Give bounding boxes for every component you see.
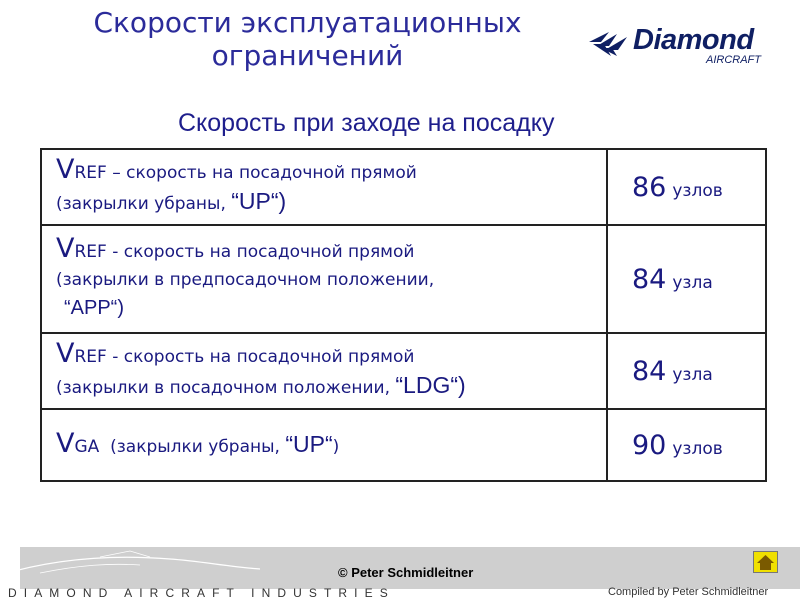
- diamond-aircraft-logo: [585, 24, 785, 74]
- speed-value: 84: [632, 263, 667, 295]
- table-row: [41, 409, 766, 481]
- logo-sub: AIRCRAFT: [706, 54, 761, 66]
- table-row: [41, 225, 766, 333]
- speed-unit: узлов: [672, 438, 723, 459]
- speeds-table: [40, 148, 767, 482]
- flap-code: “UP“: [231, 188, 279, 214]
- flap-code: “LDG“: [395, 372, 459, 398]
- row-text: ): [117, 297, 125, 319]
- slide-title: [40, 6, 575, 72]
- v-subscript: REF: [74, 347, 107, 367]
- v-symbol: V: [56, 338, 75, 369]
- diamond-wings-icon: [587, 28, 635, 58]
- row-text: (закрылки в посадочном положении,: [56, 378, 396, 398]
- row-text: – скорость на посадочной прямой: [106, 163, 417, 183]
- row-value: [607, 409, 766, 481]
- row-text: - скорость на посадочной прямой: [106, 347, 415, 367]
- slide-title-line1: Скорости эксплуатационных: [93, 6, 522, 39]
- home-icon: [754, 552, 777, 572]
- row-text: (закрылки убраны,: [99, 436, 286, 457]
- logo-name: Diamond: [633, 24, 754, 56]
- table-row: [41, 333, 766, 409]
- row-text: (закрылки в предпосадочном положении,: [56, 270, 435, 290]
- copyright: © Peter Schmidleitner: [338, 565, 474, 580]
- v-subscript: REF: [74, 163, 107, 183]
- v-symbol: V: [56, 233, 75, 264]
- row-value: [607, 225, 766, 333]
- flap-code: “APP“: [64, 297, 118, 319]
- company-name: DIAMOND AIRCRAFT INDUSTRIES: [8, 586, 395, 600]
- v-subscript: REF: [74, 242, 107, 262]
- speed-value: 84: [632, 355, 667, 387]
- row-value: [607, 149, 766, 225]
- v-symbol: V: [56, 154, 75, 185]
- row-text: ): [332, 436, 340, 457]
- section-subtitle: Скорость при заходе на посадку: [178, 109, 555, 137]
- row-text: - скорость на посадочной прямой: [106, 242, 415, 262]
- compiled-by: Compiled by Peter Schmidleitner: [608, 586, 769, 598]
- row-text: (закрылки убраны,: [56, 194, 232, 214]
- table-row: [41, 149, 766, 225]
- row-description: [41, 225, 607, 333]
- speed-unit: узлов: [672, 180, 723, 201]
- row-text: ): [458, 372, 466, 398]
- v-symbol: V: [56, 427, 75, 459]
- aircraft-outline-icon: [0, 545, 320, 585]
- row-description: [41, 149, 607, 225]
- flap-code: “UP“: [285, 430, 333, 457]
- speed-value: 90: [632, 429, 667, 461]
- row-description: [41, 333, 607, 409]
- v-subscript: GA: [74, 436, 100, 457]
- speed-unit: узла: [672, 364, 713, 385]
- row-description: [41, 409, 607, 481]
- speed-value: 86: [632, 171, 667, 203]
- row-text: ): [278, 188, 287, 214]
- slide-title-line2: ограничений: [211, 39, 404, 72]
- row-value: [607, 333, 766, 409]
- home-button[interactable]: [753, 551, 778, 573]
- speed-unit: узла: [672, 272, 713, 293]
